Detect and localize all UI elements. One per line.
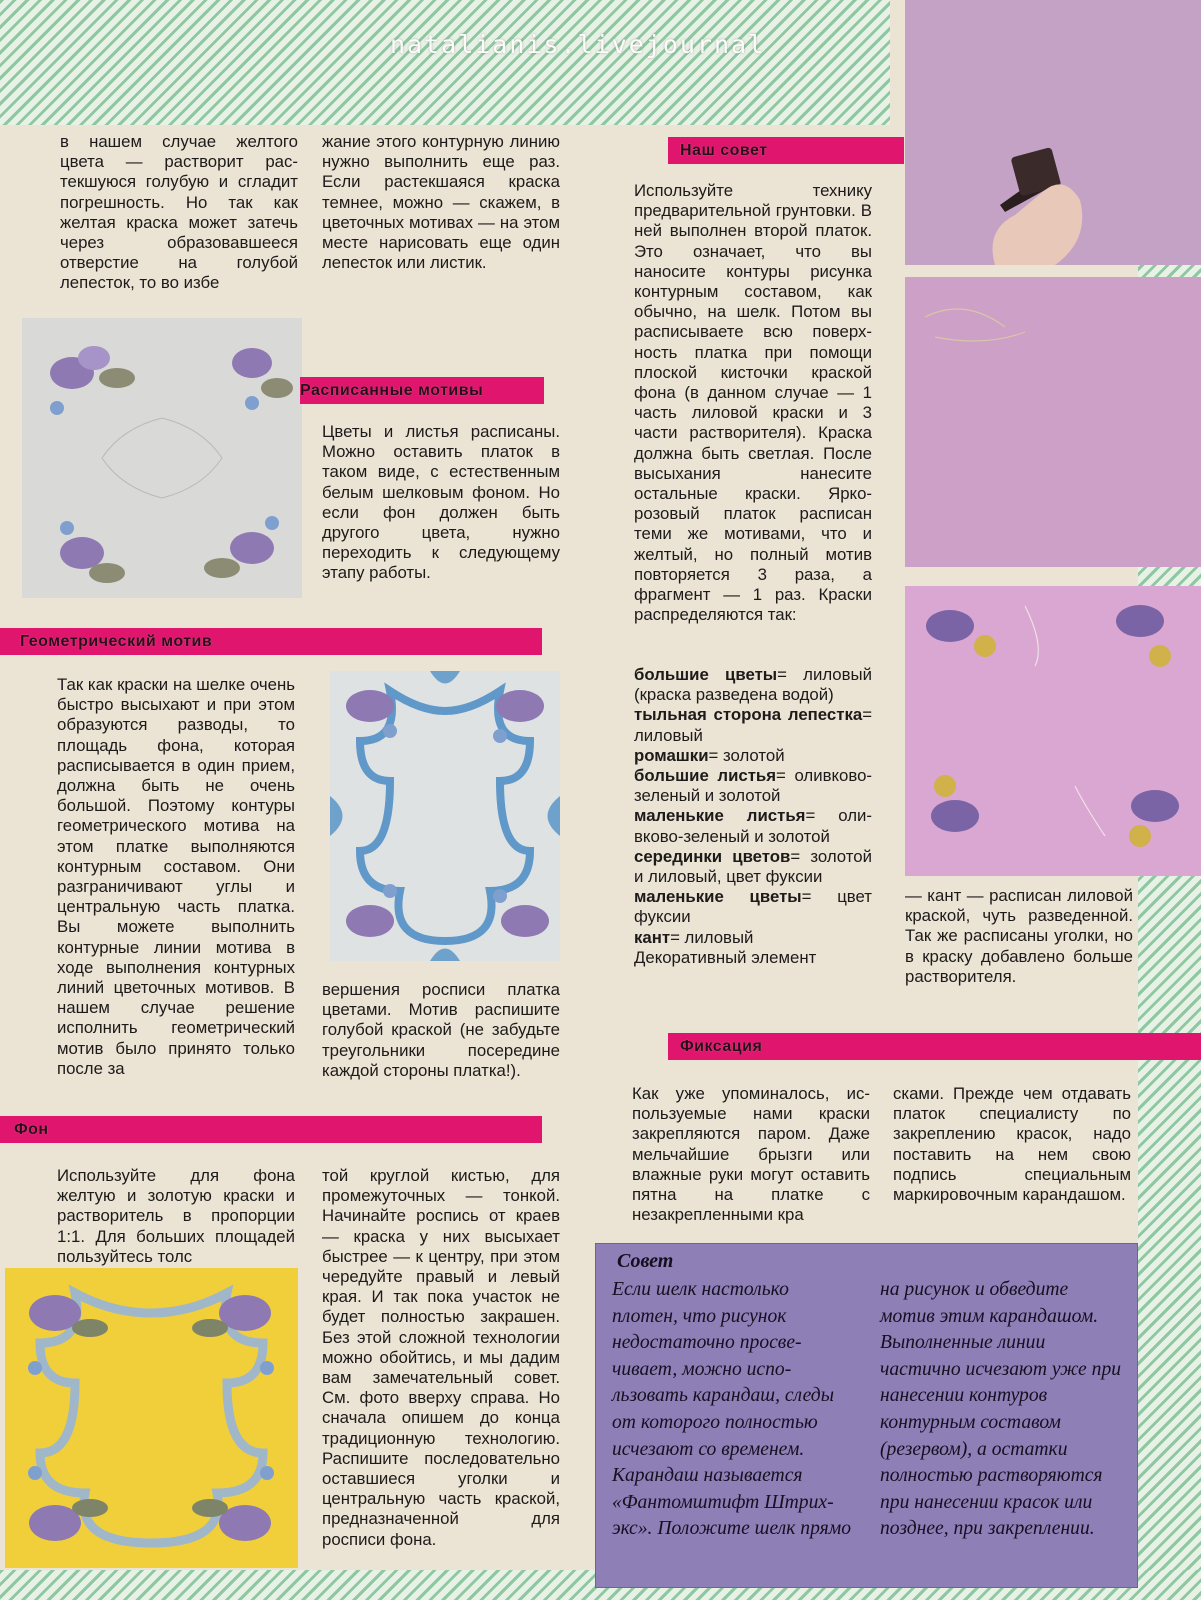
section-title-painted-motifs: Расписанные мотивы [300, 382, 484, 399]
paint-item: большие листья= оливково-зеленый и золотой [634, 766, 872, 806]
tip-col2: на рисунок и обведите мотив этим карандашом. Выполненные линии частично исчезают уже при нанесении контуров контурным составом (резервом), а остатки полностью растворяются при нанесении красок или позднее, при закреплении. [880, 1279, 1122, 1540]
section-title-geometric: Геометрический мотив [20, 633, 213, 650]
our-advice-text: Используйте технику предварительной грунтовки. В ней выполнен второй платок. Это означает, что вы наносите контуры рисунка контурным составом, как обычно, на шелк. Потом вы расписываете всю поверхность платка при помощи плоской кисточки краской фона (в данном случае — 1 часть лиловой краски и 3 части растворителя). Краска должна быть светлая. После высыхания нанесите остальные краски. Яркорозовый платок расписан теми же мотивами, что и желтый, но полный мотив повторяется 3 раза, а фрагмент — 1 раз. Краски распределяются так: [634, 181, 872, 625]
geometric-scarf-photo [330, 671, 560, 961]
section-title-background: Фон [14, 1121, 49, 1138]
paint-list-tail: Декоративный элемент [634, 947, 817, 967]
section-title-our-advice: Наш совет [680, 142, 768, 159]
primer-brush-photo [905, 0, 1201, 265]
background-col2: той круглой кистью, для промежуточных — тонкой. Начинайте роспись от краев — краска у них высыхает быстрее — к центру, при этом чередуйте правый и левый края. И так пока участок не будет полностью закрашен. Без этой сложной технологии можно обойтись, и мы дадим вам замечательный совет. См. фото вверху справа. Но сначала опишем до конца традиционную технологию. Распишите последовательно оставшиеся уголки и центральную часть краской, предназначенной для росписи фона. [322, 1166, 560, 1549]
paint-item: ромашки= золотой [634, 745, 785, 765]
paint-item: тыльная сторона лепестка= лиловый [634, 705, 872, 745]
top-stripe-band [0, 0, 890, 125]
yellow-scarf-photo [5, 1268, 298, 1568]
intro-col1: в нашем случае желтого цвета — растворит растекшуюся голубую и сгладит погрешность. Но так как желтая краска может затечь через образовавшееся отверстие на голубой лепесток, то во избе [60, 132, 298, 293]
paint-item: большие цветы= лиловый (краска разведена водой) [634, 665, 872, 705]
kant-caption: — кант — расписан лиловой краской, чуть разведенной. Так же расписаны уголки, но в краску добавлено больше растворителя. [905, 886, 1133, 986]
paint-item: серединки цветов= золотой и лиловый, цвет фуксии [634, 846, 872, 887]
section-title-fixation: Фиксация [680, 1038, 763, 1055]
section-bar-background [0, 1116, 542, 1143]
tip-title: Совет [617, 1250, 674, 1272]
paint-item: кант= лиловый [634, 927, 754, 947]
watermark: natalianis.livejournal [390, 30, 766, 59]
geometric-continuation: вершения росписи платка цветами. Мотив распишите голубой краской (не забудьте треугольники посередине каждой стороны платка!). [322, 980, 560, 1080]
paint-item: маленькие листья= оливково-зеленый и золотой [634, 806, 872, 846]
intro-col2: жание этого контурную линию нужно выполнить еще раз. Если растекшаяся краска темнее, можно — скажем, в цветочных мотивах — на этом месте нарисовать еще один лепесток или листик. [322, 132, 560, 273]
paint-item: маленькие цветы= цвет фуксии [634, 887, 872, 927]
geometric-text: Так как краски на шелке очень быстро высыхают и при этом образуются разводы, то площадь фона, которая расписывается в один прием, должна быть не очень большой. Поэтому контуры геометрического мотива на этом платке выполняются контурным составом. Они разграничивают углы и центральную часть платка. Вы можете выполнить контурные линии мотива в ходе выполнения контурных линий цветочных мотивов. В нашем случае решение исполнить геометрический мотив было принято только после за [57, 675, 295, 1078]
painted-motifs-text: Цветы и листья расписаны. Можно оставить платок в таком виде, с естественным белым шелковым фоном. Но если фон должен быть другого цвета, нужно переходить к следующему этапу работы. [322, 422, 560, 583]
background-col1: Используйте для фона желтую и золотую краски и растворитель в пропорции 1:1. Для больших площадей пользуйтесь толс [57, 1166, 295, 1266]
white-scarf-photo [22, 318, 302, 598]
fixation-col2: сками. Прежде чем отдавать платок специалисту по закреплению красок, надо поставить на нем свою подпись специальным маркировочным карандашом. [893, 1084, 1131, 1205]
fixation-col1: Как уже упоминалось, используемые нами краски закрепляются паром. Даже мельчайшие брызги или влажные руки могут оставить пятна на платке с незакрепленными кра [632, 1084, 870, 1225]
paint-distribution-list [634, 665, 872, 968]
tip-col1: Если шелк настолько плотен, что рисунок недостаточно просвечивает, можно использовать карандаш, следы от которого полностью исчезают со временем. Карандаш называется «Фантомштифт Штрих-экс». Положите шелк прямо [612, 1279, 852, 1540]
pink-primed-silk-photo [905, 277, 1201, 567]
pink-finished-scarf-photo [905, 586, 1201, 876]
